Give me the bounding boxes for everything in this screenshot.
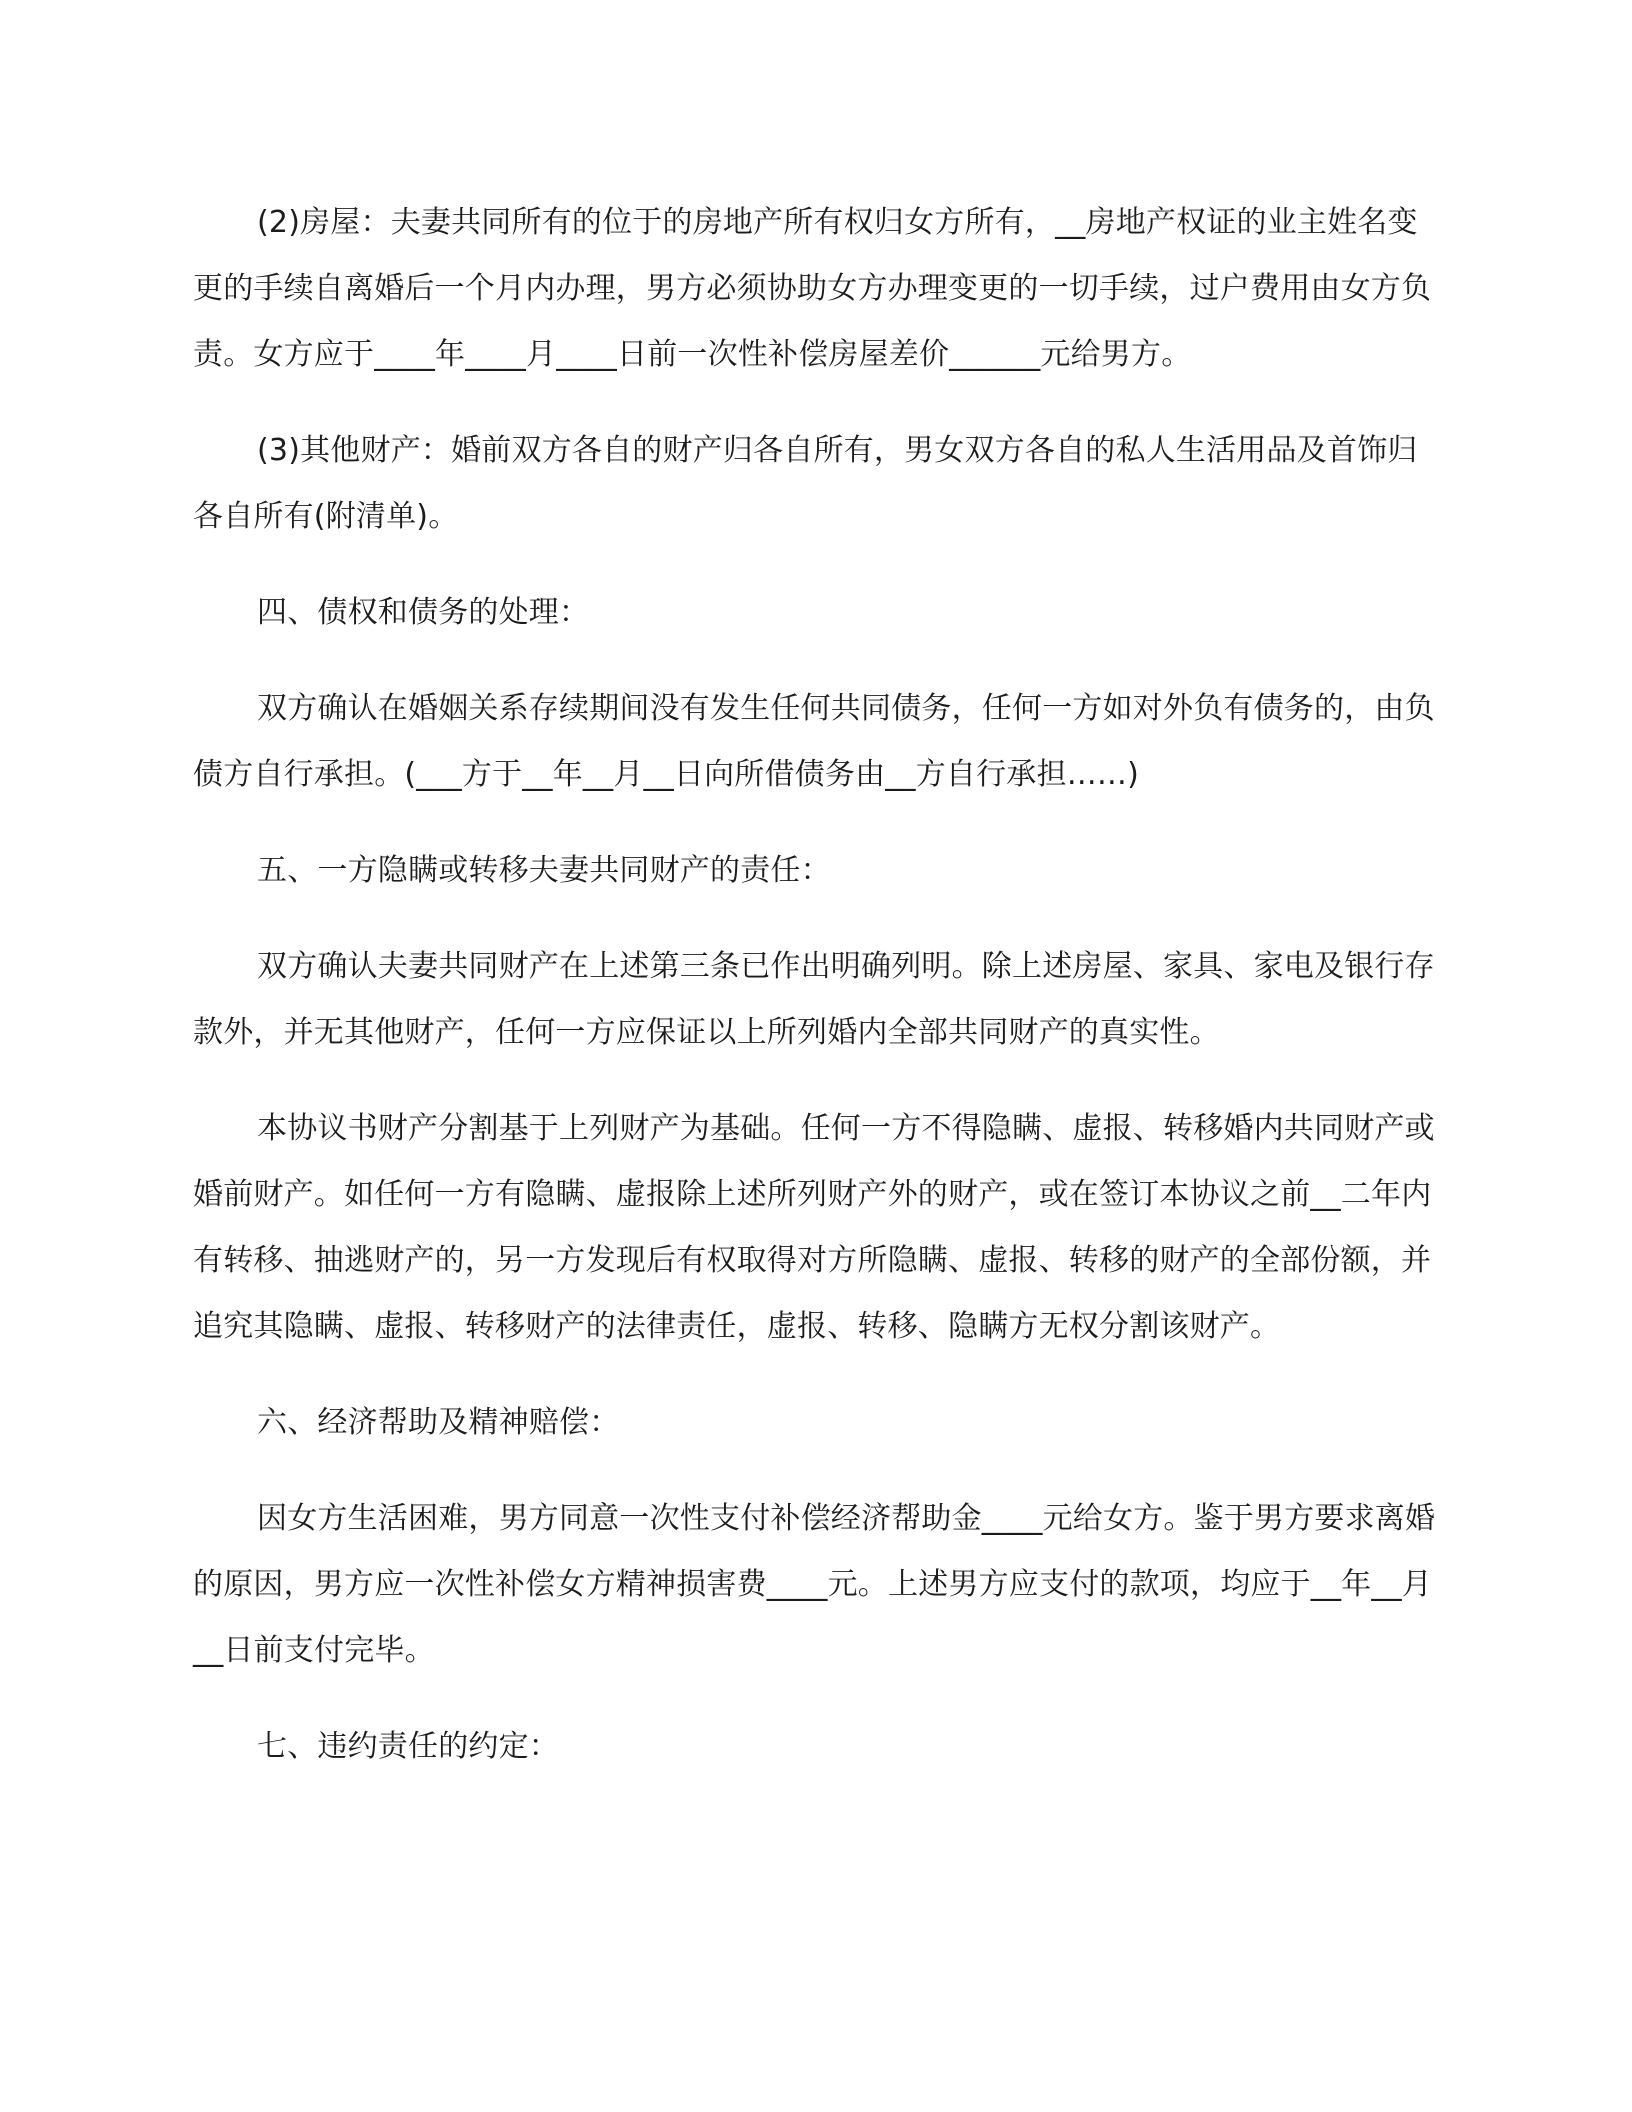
section-heading-breach: 七、违约责任的约定： bbox=[257, 1729, 559, 1764]
paragraph-house: (2)房屋：夫妻共同所有的位于的房地产所有权归女方所有，__房地产权证的业主姓名变更的手续自离婚后一个月内办理，男方必须协助女方办理变更的一切手续，过户费用由女方负责。女方应于____年____月____日前一次性补偿房屋差价______元给男方。 bbox=[193, 205, 1432, 372]
section-heading-debts: 四、债权和债务的处理： bbox=[257, 595, 590, 630]
section-heading-compensation: 六、经济帮助及精神赔偿： bbox=[257, 1405, 620, 1440]
paragraph-other-property: (3)其他财产：婚前双方各自的财产归各自所有，男女双方各自的私人生活用品及首饰归各自所有(附清单)。 bbox=[193, 433, 1418, 534]
paragraph-joint-property: 双方确认夫妻共同财产在上述第三条已作出明确列明。除上述房屋、家具、家电及银行存款外，并无其他财产，任何一方应保证以上所列婚内全部共同财产的真实性。 bbox=[193, 949, 1435, 1050]
paragraph-property-division: 本协议书财产分割基于上列财产为基础。任何一方不得隐瞒、虚报、转移婚内共同财产或婚前财产。如任何一方有隐瞒、虚报除上述所列财产外的财产，或在签订本协议之前__二年内有转移、抽逃财产的，另一方发现后有权取得对方所隐瞒、虚报、转移的财产的全部份额，并追究其隐瞒、虚报、转移财产的法律责任，虚报、转移、隐瞒方无权分割该财产。 bbox=[193, 1111, 1435, 1344]
document-body bbox=[193, 190, 1443, 1780]
paragraph-compensation: 因女方生活困难，男方同意一次性支付补偿经济帮助金____元给女方。鉴于男方要求离婚的原因，男方应一次性补偿女方精神损害费____元。上述男方应支付的款项，均应于__年__月__日前支付完毕。 bbox=[193, 1501, 1436, 1668]
section-heading-concealment: 五、一方隐瞒或转移夫妻共同财产的责任： bbox=[257, 853, 831, 888]
paragraph-debts: 双方确认在婚姻关系存续期间没有发生任何共同债务，任何一方如对外负有债务的，由负债方自行承担。(___方于__年__月__日向所借债务由__方自行承担……) bbox=[193, 691, 1435, 792]
